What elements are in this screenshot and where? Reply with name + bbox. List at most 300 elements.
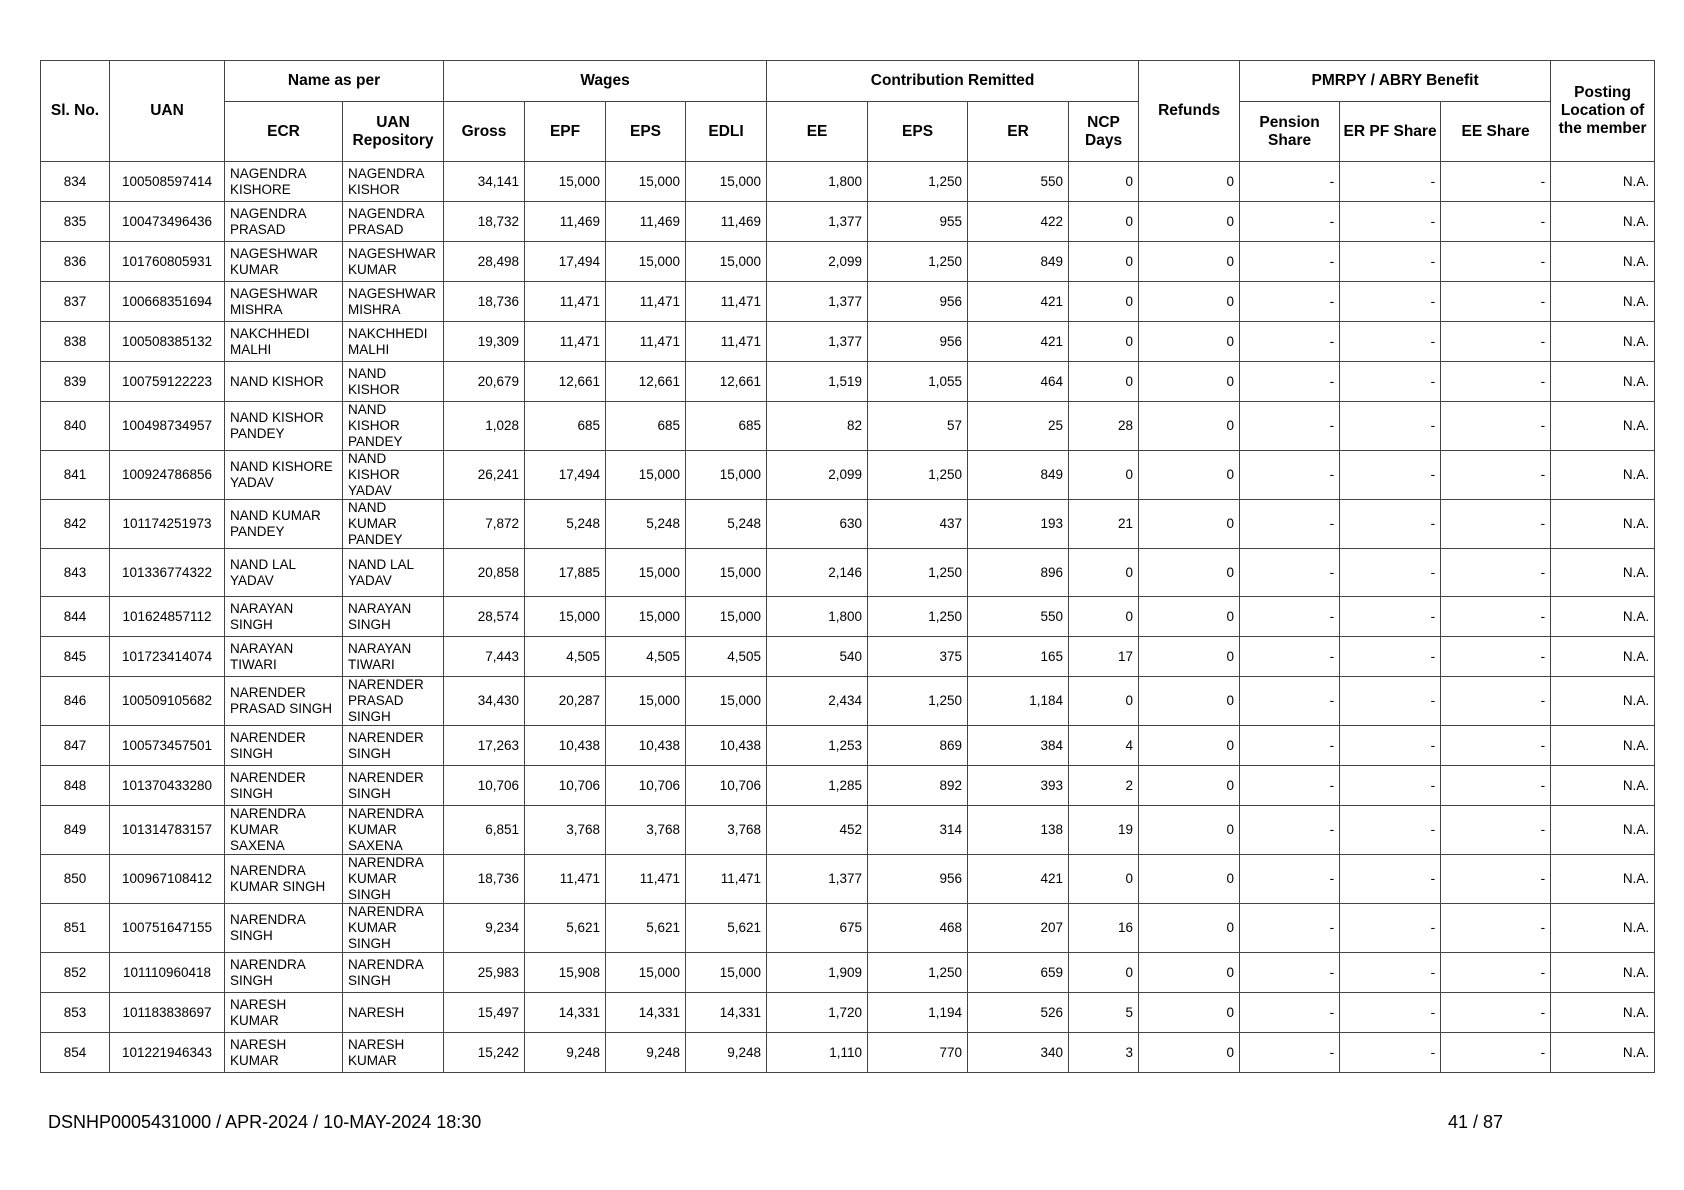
cell-er: 384 xyxy=(968,726,1069,766)
cell-pension-share: - xyxy=(1240,993,1340,1033)
cell-pension-share: - xyxy=(1240,806,1340,855)
cell-ncp-days: 0 xyxy=(1069,322,1139,362)
table-row xyxy=(41,162,1655,202)
cell-edli: 685 xyxy=(686,402,767,451)
cell-er: 464 xyxy=(968,362,1069,402)
cell-epf: 14,331 xyxy=(525,993,606,1033)
cell-name-ecr: NARENDER SINGH xyxy=(225,726,343,766)
cell-ncp-days: 17 xyxy=(1069,637,1139,677)
cell-pension-share: - xyxy=(1240,904,1340,953)
cell-gross: 15,497 xyxy=(444,993,525,1033)
cell-er-pf-share: - xyxy=(1340,402,1441,451)
cell-edli: 15,000 xyxy=(686,242,767,282)
cell-name-ecr: NAGESHWAR MISHRA xyxy=(225,282,343,322)
cell-er-pf-share: - xyxy=(1340,993,1441,1033)
cell-gross: 6,851 xyxy=(444,806,525,855)
cell-ee: 1,519 xyxy=(767,362,868,402)
cell-ncp-days: 0 xyxy=(1069,597,1139,637)
cell-pension-share: - xyxy=(1240,402,1340,451)
cell-eps-wages: 11,469 xyxy=(606,202,686,242)
cell-ee-share: - xyxy=(1441,766,1551,806)
cell-posting-location: N.A. xyxy=(1551,242,1655,282)
cell-posting-location: N.A. xyxy=(1551,549,1655,597)
cell-eps-contribution: 437 xyxy=(868,500,968,549)
cell-ee-share: - xyxy=(1441,500,1551,549)
cell-eps-wages: 15,000 xyxy=(606,451,686,500)
cell-ncp-days: 0 xyxy=(1069,362,1139,402)
cell-ee: 1,253 xyxy=(767,726,868,766)
table-row xyxy=(41,766,1655,806)
cell-sl-no: 843 xyxy=(41,549,110,597)
cell-refunds: 0 xyxy=(1139,953,1240,993)
cell-uan: 101314783157 xyxy=(110,806,225,855)
cell-uan: 100508385132 xyxy=(110,322,225,362)
cell-ee-share: - xyxy=(1441,202,1551,242)
header-ncp-days: NCP Days xyxy=(1069,102,1139,162)
cell-sl-no: 850 xyxy=(41,855,110,904)
cell-ncp-days: 19 xyxy=(1069,806,1139,855)
cell-eps-contribution: 955 xyxy=(868,202,968,242)
cell-name-uan-repository: NAND KISHOR PANDEY xyxy=(343,402,444,451)
cell-name-uan-repository: NAGENDRA PRASAD xyxy=(343,202,444,242)
cell-gross: 18,732 xyxy=(444,202,525,242)
cell-gross: 28,498 xyxy=(444,242,525,282)
cell-ee: 1,720 xyxy=(767,993,868,1033)
cell-uan: 100573457501 xyxy=(110,726,225,766)
cell-ee-share: - xyxy=(1441,282,1551,322)
cell-eps-wages: 5,248 xyxy=(606,500,686,549)
cell-er-pf-share: - xyxy=(1340,242,1441,282)
cell-ee: 1,377 xyxy=(767,282,868,322)
cell-gross: 26,241 xyxy=(444,451,525,500)
table-row xyxy=(41,904,1655,953)
cell-eps-contribution: 956 xyxy=(868,282,968,322)
cell-epf: 15,000 xyxy=(525,597,606,637)
cell-pension-share: - xyxy=(1240,855,1340,904)
cell-edli: 15,000 xyxy=(686,451,767,500)
cell-gross: 10,706 xyxy=(444,766,525,806)
table-row xyxy=(41,726,1655,766)
cell-posting-location: N.A. xyxy=(1551,806,1655,855)
cell-name-ecr: NAGESHWAR KUMAR xyxy=(225,242,343,282)
cell-ee: 675 xyxy=(767,904,868,953)
header-eps-contribution: EPS xyxy=(868,102,968,162)
cell-er-pf-share: - xyxy=(1340,597,1441,637)
cell-sl-no: 841 xyxy=(41,451,110,500)
table-row xyxy=(41,1033,1655,1073)
cell-ee: 2,434 xyxy=(767,677,868,726)
cell-eps-contribution: 1,250 xyxy=(868,953,968,993)
cell-refunds: 0 xyxy=(1139,322,1240,362)
cell-posting-location: N.A. xyxy=(1551,726,1655,766)
cell-eps-wages: 10,706 xyxy=(606,766,686,806)
cell-er: 849 xyxy=(968,242,1069,282)
cell-name-uan-repository: NARAYAN SINGH xyxy=(343,597,444,637)
cell-eps-contribution: 1,250 xyxy=(868,597,968,637)
cell-name-uan-repository: NARENDRA SINGH xyxy=(343,953,444,993)
cell-eps-contribution: 892 xyxy=(868,766,968,806)
table-row xyxy=(41,322,1655,362)
cell-pension-share: - xyxy=(1240,953,1340,993)
cell-name-uan-repository: NAGENDRA KISHOR xyxy=(343,162,444,202)
cell-refunds: 0 xyxy=(1139,162,1240,202)
cell-ncp-days: 4 xyxy=(1069,726,1139,766)
cell-eps-contribution: 770 xyxy=(868,1033,968,1073)
cell-edli: 11,469 xyxy=(686,202,767,242)
cell-epf: 11,471 xyxy=(525,855,606,904)
table-row xyxy=(41,282,1655,322)
cell-epf: 20,287 xyxy=(525,677,606,726)
cell-ee-share: - xyxy=(1441,597,1551,637)
cell-edli: 3,768 xyxy=(686,806,767,855)
cell-posting-location: N.A. xyxy=(1551,993,1655,1033)
cell-refunds: 0 xyxy=(1139,202,1240,242)
cell-pension-share: - xyxy=(1240,1033,1340,1073)
cell-er-pf-share: - xyxy=(1340,362,1441,402)
table-row xyxy=(41,402,1655,451)
cell-ee: 1,377 xyxy=(767,322,868,362)
cell-name-uan-repository: NARESH xyxy=(343,993,444,1033)
cell-er-pf-share: - xyxy=(1340,637,1441,677)
cell-ncp-days: 0 xyxy=(1069,162,1139,202)
cell-ncp-days: 0 xyxy=(1069,855,1139,904)
cell-sl-no: 834 xyxy=(41,162,110,202)
cell-name-ecr: NAND KUMAR PANDEY xyxy=(225,500,343,549)
cell-edli: 15,000 xyxy=(686,953,767,993)
cell-edli: 4,505 xyxy=(686,637,767,677)
cell-pension-share: - xyxy=(1240,637,1340,677)
cell-ee-share: - xyxy=(1441,855,1551,904)
cell-er: 421 xyxy=(968,855,1069,904)
cell-eps-contribution: 1,194 xyxy=(868,993,968,1033)
header-epf: EPF xyxy=(525,102,606,162)
cell-edli: 10,438 xyxy=(686,726,767,766)
header-refunds: Refunds xyxy=(1139,61,1240,162)
cell-er: 896 xyxy=(968,549,1069,597)
cell-refunds: 0 xyxy=(1139,282,1240,322)
cell-name-uan-repository: NARAYAN TIWARI xyxy=(343,637,444,677)
cell-eps-contribution: 1,250 xyxy=(868,677,968,726)
cell-refunds: 0 xyxy=(1139,806,1240,855)
footer-page-number: 41 / 87 xyxy=(1448,1112,1504,1132)
cell-ee-share: - xyxy=(1441,993,1551,1033)
header-pmrpy-abry: PMRPY / ABRY Benefit xyxy=(1240,61,1551,102)
header-uan: UAN xyxy=(110,61,225,162)
cell-uan: 101336774322 xyxy=(110,549,225,597)
cell-gross: 20,679 xyxy=(444,362,525,402)
cell-name-ecr: NAKCHHEDI MALHI xyxy=(225,322,343,362)
cell-gross: 15,242 xyxy=(444,1033,525,1073)
cell-er: 659 xyxy=(968,953,1069,993)
cell-sl-no: 847 xyxy=(41,726,110,766)
cell-er: 550 xyxy=(968,597,1069,637)
cell-ee-share: - xyxy=(1441,162,1551,202)
cell-name-uan-repository: NAND KISHOR xyxy=(343,362,444,402)
cell-pension-share: - xyxy=(1240,322,1340,362)
cell-sl-no: 840 xyxy=(41,402,110,451)
cell-edli: 15,000 xyxy=(686,549,767,597)
cell-posting-location: N.A. xyxy=(1551,904,1655,953)
cell-name-ecr: NARESH KUMAR xyxy=(225,1033,343,1073)
cell-epf: 11,469 xyxy=(525,202,606,242)
cell-ncp-days: 0 xyxy=(1069,282,1139,322)
cell-edli: 15,000 xyxy=(686,597,767,637)
cell-ee: 2,099 xyxy=(767,451,868,500)
cell-name-uan-repository: NAND KISHOR YADAV xyxy=(343,451,444,500)
cell-ee: 1,377 xyxy=(767,855,868,904)
cell-ee: 82 xyxy=(767,402,868,451)
cell-edli: 10,706 xyxy=(686,766,767,806)
cell-eps-wages: 12,661 xyxy=(606,362,686,402)
cell-gross: 1,028 xyxy=(444,402,525,451)
cell-eps-wages: 15,000 xyxy=(606,597,686,637)
cell-ncp-days: 0 xyxy=(1069,202,1139,242)
cell-eps-wages: 15,000 xyxy=(606,242,686,282)
cell-er: 550 xyxy=(968,162,1069,202)
cell-eps-wages: 11,471 xyxy=(606,322,686,362)
cell-posting-location: N.A. xyxy=(1551,362,1655,402)
cell-ee-share: - xyxy=(1441,1033,1551,1073)
cell-name-ecr: NAND KISHORE YADAV xyxy=(225,451,343,500)
header-name-as-per: Name as per xyxy=(225,61,444,102)
cell-name-ecr: NARENDRA KUMAR SINGH xyxy=(225,855,343,904)
cell-pension-share: - xyxy=(1240,162,1340,202)
cell-epf: 17,494 xyxy=(525,242,606,282)
table-row xyxy=(41,806,1655,855)
cell-uan: 101221946343 xyxy=(110,1033,225,1073)
cell-ee: 1,800 xyxy=(767,162,868,202)
cell-posting-location: N.A. xyxy=(1551,766,1655,806)
cell-ee: 630 xyxy=(767,500,868,549)
cell-eps-contribution: 1,250 xyxy=(868,451,968,500)
cell-ee: 2,146 xyxy=(767,549,868,597)
table-row xyxy=(41,202,1655,242)
cell-gross: 20,858 xyxy=(444,549,525,597)
table-row xyxy=(41,993,1655,1033)
cell-pension-share: - xyxy=(1240,242,1340,282)
cell-posting-location: N.A. xyxy=(1551,202,1655,242)
cell-refunds: 0 xyxy=(1139,549,1240,597)
cell-er-pf-share: - xyxy=(1340,953,1441,993)
cell-eps-contribution: 1,250 xyxy=(868,549,968,597)
cell-gross: 18,736 xyxy=(444,282,525,322)
cell-ncp-days: 28 xyxy=(1069,402,1139,451)
cell-name-ecr: NAND KISHOR xyxy=(225,362,343,402)
cell-posting-location: N.A. xyxy=(1551,597,1655,637)
table-row xyxy=(41,451,1655,500)
cell-uan: 100751647155 xyxy=(110,904,225,953)
cell-er: 421 xyxy=(968,322,1069,362)
cell-name-ecr: NARENDER PRASAD SINGH xyxy=(225,677,343,726)
cell-name-uan-repository: NARENDRA KUMAR SAXENA xyxy=(343,806,444,855)
cell-er: 1,184 xyxy=(968,677,1069,726)
footer-reference: DSNHP0005431000 / APR-2024 / 10-MAY-2024 18:30 xyxy=(48,1112,482,1132)
cell-name-ecr: NAND LAL YADAV xyxy=(225,549,343,597)
cell-er-pf-share: - xyxy=(1340,549,1441,597)
cell-refunds: 0 xyxy=(1139,451,1240,500)
cell-refunds: 0 xyxy=(1139,597,1240,637)
cell-er-pf-share: - xyxy=(1340,766,1441,806)
cell-refunds: 0 xyxy=(1139,500,1240,549)
cell-name-uan-repository: NAGESHWAR KUMAR xyxy=(343,242,444,282)
cell-name-ecr: NARENDER SINGH xyxy=(225,766,343,806)
cell-uan: 100967108412 xyxy=(110,855,225,904)
header-sl-no: Sl. No. xyxy=(41,61,110,162)
cell-ncp-days: 0 xyxy=(1069,242,1139,282)
cell-eps-contribution: 314 xyxy=(868,806,968,855)
cell-eps-wages: 15,000 xyxy=(606,953,686,993)
cell-refunds: 0 xyxy=(1139,766,1240,806)
cell-eps-wages: 14,331 xyxy=(606,993,686,1033)
cell-eps-contribution: 375 xyxy=(868,637,968,677)
header-edli: EDLI xyxy=(686,102,767,162)
cell-ncp-days: 0 xyxy=(1069,953,1139,993)
cell-pension-share: - xyxy=(1240,362,1340,402)
header-er-pf-share: ER PF Share xyxy=(1340,102,1441,162)
cell-ee-share: - xyxy=(1441,904,1551,953)
cell-epf: 12,661 xyxy=(525,362,606,402)
cell-name-uan-repository: NARESH KUMAR xyxy=(343,1033,444,1073)
header-ecr: ECR xyxy=(225,102,343,162)
cell-ee-share: - xyxy=(1441,677,1551,726)
cell-gross: 18,736 xyxy=(444,855,525,904)
cell-sl-no: 838 xyxy=(41,322,110,362)
cell-er-pf-share: - xyxy=(1340,451,1441,500)
table-row xyxy=(41,677,1655,726)
cell-refunds: 0 xyxy=(1139,637,1240,677)
cell-gross: 34,141 xyxy=(444,162,525,202)
cell-er-pf-share: - xyxy=(1340,1033,1441,1073)
cell-uan: 100508597414 xyxy=(110,162,225,202)
cell-er-pf-share: - xyxy=(1340,202,1441,242)
cell-epf: 10,438 xyxy=(525,726,606,766)
cell-name-uan-repository: NAND LAL YADAV xyxy=(343,549,444,597)
cell-er: 526 xyxy=(968,993,1069,1033)
cell-er: 165 xyxy=(968,637,1069,677)
cell-posting-location: N.A. xyxy=(1551,402,1655,451)
cell-uan: 100498734957 xyxy=(110,402,225,451)
cell-epf: 11,471 xyxy=(525,282,606,322)
cell-uan: 101760805931 xyxy=(110,242,225,282)
cell-epf: 11,471 xyxy=(525,322,606,362)
cell-er-pf-share: - xyxy=(1340,855,1441,904)
cell-sl-no: 842 xyxy=(41,500,110,549)
cell-ee-share: - xyxy=(1441,806,1551,855)
cell-name-uan-repository: NARENDRA KUMAR SINGH xyxy=(343,855,444,904)
table-row xyxy=(41,242,1655,282)
cell-uan: 101370433280 xyxy=(110,766,225,806)
cell-edli: 14,331 xyxy=(686,993,767,1033)
cell-epf: 4,505 xyxy=(525,637,606,677)
cell-eps-wages: 15,000 xyxy=(606,162,686,202)
cell-name-ecr: NARENDRA KUMAR SAXENA xyxy=(225,806,343,855)
header-ee-share: EE Share xyxy=(1441,102,1551,162)
cell-ncp-days: 5 xyxy=(1069,993,1139,1033)
cell-epf: 17,885 xyxy=(525,549,606,597)
cell-uan: 100473496436 xyxy=(110,202,225,242)
cell-gross: 28,574 xyxy=(444,597,525,637)
cell-ncp-days: 0 xyxy=(1069,677,1139,726)
cell-eps-contribution: 1,055 xyxy=(868,362,968,402)
cell-pension-share: - xyxy=(1240,766,1340,806)
cell-sl-no: 845 xyxy=(41,637,110,677)
cell-sl-no: 844 xyxy=(41,597,110,637)
cell-name-uan-repository: NAGESHWAR MISHRA xyxy=(343,282,444,322)
cell-name-uan-repository: NARENDER SINGH xyxy=(343,766,444,806)
cell-eps-contribution: 869 xyxy=(868,726,968,766)
cell-sl-no: 846 xyxy=(41,677,110,726)
cell-ee-share: - xyxy=(1441,362,1551,402)
cell-er: 393 xyxy=(968,766,1069,806)
cell-name-uan-repository: NAKCHHEDI MALHI xyxy=(343,322,444,362)
table-row xyxy=(41,549,1655,597)
cell-er: 207 xyxy=(968,904,1069,953)
cell-name-ecr: NARAYAN TIWARI xyxy=(225,637,343,677)
cell-edli: 12,661 xyxy=(686,362,767,402)
cell-edli: 5,621 xyxy=(686,904,767,953)
cell-er: 421 xyxy=(968,282,1069,322)
cell-uan: 100924786856 xyxy=(110,451,225,500)
cell-uan: 101723414074 xyxy=(110,637,225,677)
header-wages: Wages xyxy=(444,61,767,102)
cell-edli: 11,471 xyxy=(686,855,767,904)
cell-eps-wages: 11,471 xyxy=(606,282,686,322)
cell-er: 193 xyxy=(968,500,1069,549)
cell-pension-share: - xyxy=(1240,282,1340,322)
cell-ncp-days: 16 xyxy=(1069,904,1139,953)
cell-name-uan-repository: NARENDER SINGH xyxy=(343,726,444,766)
cell-er: 849 xyxy=(968,451,1069,500)
cell-ee-share: - xyxy=(1441,402,1551,451)
cell-eps-wages: 11,471 xyxy=(606,855,686,904)
cell-name-ecr: NARENDRA SINGH xyxy=(225,953,343,993)
cell-name-ecr: NAND KISHOR PANDEY xyxy=(225,402,343,451)
cell-er-pf-share: - xyxy=(1340,677,1441,726)
cell-er-pf-share: - xyxy=(1340,282,1441,322)
cell-refunds: 0 xyxy=(1139,402,1240,451)
cell-pension-share: - xyxy=(1240,726,1340,766)
cell-pension-share: - xyxy=(1240,202,1340,242)
cell-ncp-days: 21 xyxy=(1069,500,1139,549)
cell-eps-contribution: 956 xyxy=(868,322,968,362)
cell-epf: 3,768 xyxy=(525,806,606,855)
cell-sl-no: 854 xyxy=(41,1033,110,1073)
cell-sl-no: 852 xyxy=(41,953,110,993)
cell-edli: 9,248 xyxy=(686,1033,767,1073)
cell-gross: 34,430 xyxy=(444,677,525,726)
cell-ee: 1,285 xyxy=(767,766,868,806)
cell-name-ecr: NAGENDRA PRASAD xyxy=(225,202,343,242)
cell-posting-location: N.A. xyxy=(1551,451,1655,500)
cell-name-uan-repository: NARENDER PRASAD SINGH xyxy=(343,677,444,726)
cell-ee: 1,377 xyxy=(767,202,868,242)
cell-eps-wages: 685 xyxy=(606,402,686,451)
cell-posting-location: N.A. xyxy=(1551,500,1655,549)
cell-uan: 101174251973 xyxy=(110,500,225,549)
table-row xyxy=(41,362,1655,402)
cell-epf: 9,248 xyxy=(525,1033,606,1073)
cell-uan: 100668351694 xyxy=(110,282,225,322)
table-row xyxy=(41,953,1655,993)
cell-refunds: 0 xyxy=(1139,855,1240,904)
cell-refunds: 0 xyxy=(1139,904,1240,953)
cell-gross: 25,983 xyxy=(444,953,525,993)
cell-name-ecr: NAGENDRA KISHORE xyxy=(225,162,343,202)
cell-name-ecr: NARENDRA SINGH xyxy=(225,904,343,953)
cell-refunds: 0 xyxy=(1139,362,1240,402)
cell-ee: 540 xyxy=(767,637,868,677)
cell-refunds: 0 xyxy=(1139,1033,1240,1073)
